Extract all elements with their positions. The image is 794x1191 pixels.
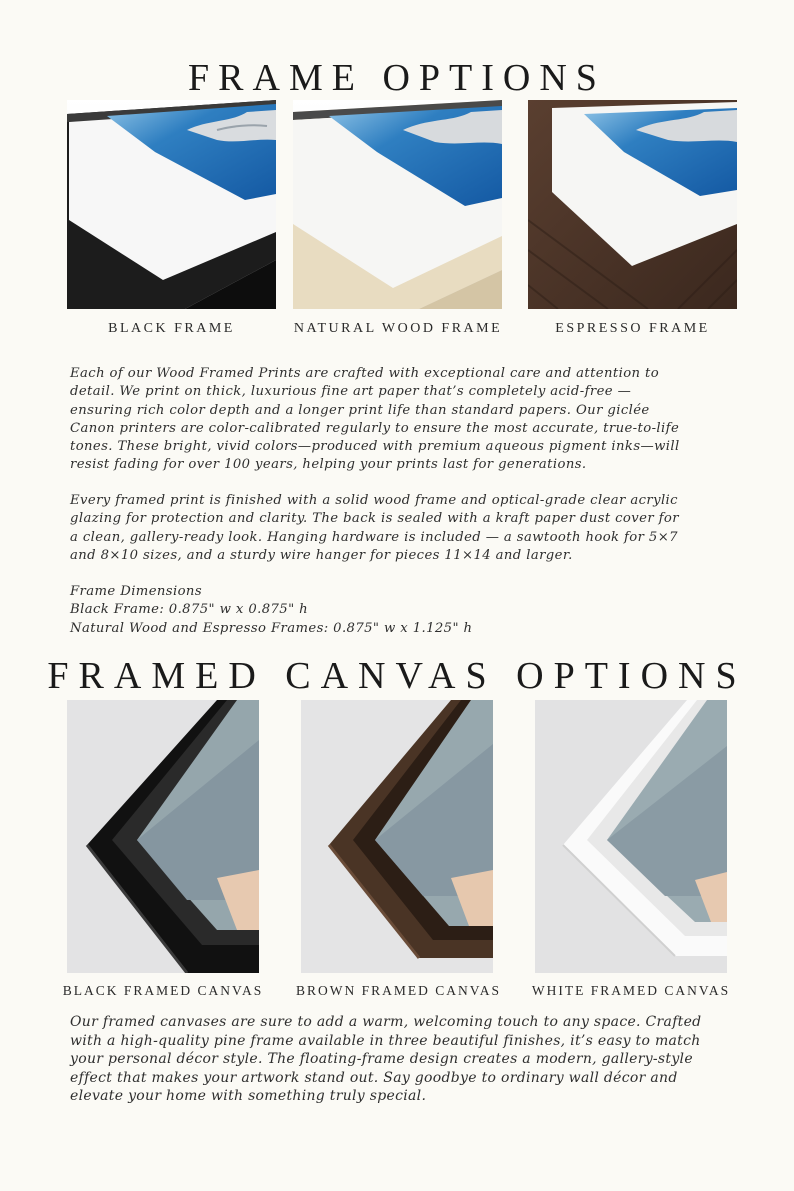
brown-canvas-frame-photo-icon bbox=[301, 700, 493, 973]
frame-description-paragraph: Each of our Wood Framed Prints are crafted with exceptional care and attention to detail. We print on thick, luxurious fine art paper that’s completely acid-free — ensuring rich color depth and a longer print life than standard papers. Our giclée Canon printers are color-calibrated regularly to ensure the most accurate, true-to-life tones. These bright, vivid colors—produced with premium aqueous pigment inks—will resist fading for over 100 years, helping your prints last for generations. bbox=[70, 366, 680, 473]
frame-finish-paragraph: Every framed print is finished with a solid wood frame and optical-grade clear acrylic glazing for protection and clarity. The back is sealed with a kraft paper dust cover for a clean, gallery-ready look. Hanging hardware is included — a sawtooth hook for 5×7 and 8×10 sizes, and a sturdy wire hanger for pieces 11×14 and larger. bbox=[70, 493, 679, 563]
frame-dimensions-title: Frame Dimensions bbox=[70, 584, 202, 599]
espresso-frame-caption: ESPRESSO FRAME bbox=[555, 321, 710, 336]
framed-canvas-options-heading: FRAMED CANVAS OPTIONS bbox=[47, 655, 747, 697]
espresso-frame-photo-icon bbox=[528, 100, 737, 309]
black-framed-canvas-caption: BLACK FRAMED CANVAS bbox=[62, 983, 264, 998]
white-framed-canvas-caption: WHITE FRAMED CANVAS bbox=[531, 983, 731, 998]
espresso-frame-image bbox=[528, 100, 737, 309]
black-framed-canvas-image bbox=[67, 700, 259, 973]
black-frame-caption: BLACK FRAME bbox=[108, 321, 235, 336]
brown-framed-canvas-image bbox=[301, 700, 493, 973]
natural-wood-frame-photo-icon bbox=[293, 100, 502, 309]
white-framed-canvas-image bbox=[535, 700, 727, 973]
white-canvas-frame-photo-icon bbox=[535, 700, 727, 973]
wood-frame-dimensions: Natural Wood and Espresso Frames: 0.875" w x 1.125" h bbox=[70, 620, 473, 636]
black-frame-dimensions: Black Frame: 0.875" w x 0.875" h bbox=[70, 602, 309, 618]
black-frame-photo-icon bbox=[67, 100, 276, 309]
brown-framed-canvas-caption: BROWN FRAMED CANVAS bbox=[296, 983, 502, 998]
canvas-description-paragraph: Our framed canvases are sure to add a warm, welcoming touch to any space. Crafted with a high-quality pine frame available in three beautiful finishes, it’s easy to match your personal décor style. The floating-frame design creates a modern, gallery-style effect that makes your artwork stand out. Say goodbye to ordinary wall décor and elevate your home with something truly special. bbox=[70, 1014, 702, 1104]
black-canvas-frame-photo-icon bbox=[67, 700, 259, 973]
black-frame-image bbox=[67, 100, 276, 309]
frame-dimensions bbox=[70, 583, 740, 638]
natural-wood-frame-image bbox=[293, 100, 502, 309]
frame-options-heading: FRAME OPTIONS bbox=[188, 57, 606, 99]
natural-wood-frame-caption: NATURAL WOOD FRAME bbox=[293, 321, 503, 336]
